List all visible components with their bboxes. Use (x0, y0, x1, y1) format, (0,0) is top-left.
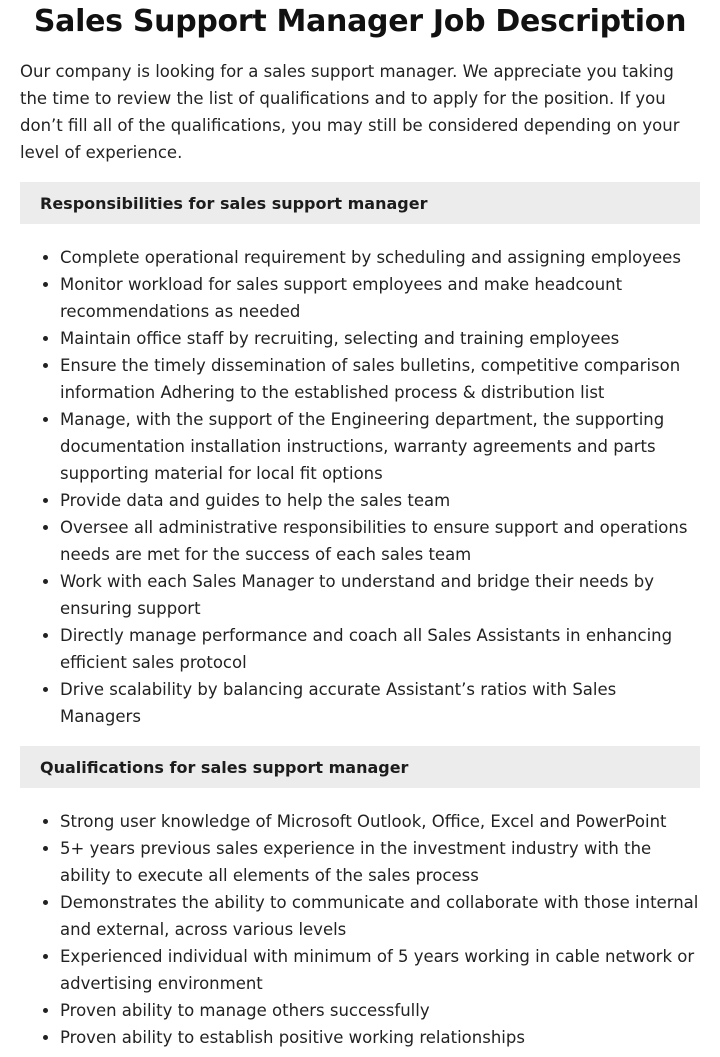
responsibilities-heading: Responsibilities for sales support manager (40, 193, 428, 213)
page-title: Sales Support Manager Job Description (33, 4, 687, 39)
responsibility-item: • Complete operational requirement by scheduling and assigning employees (60, 244, 700, 271)
qualification-item: • Proven ability to establish positive working relationships (60, 1024, 700, 1051)
responsibility-item: • Monitor workload for sales support employees and make headcount recommendations as needed (60, 271, 700, 325)
responsibility-item: • Drive scalability by balancing accurate Assistant’s ratios with Sales Managers (60, 676, 700, 730)
responsibilities-header (20, 182, 700, 224)
qualifications-heading: Qualifications for sales support manager (40, 757, 409, 777)
qualification-item: • 5+ years previous sales experience in the investment industry with the ability to execute all elements of the sales process (60, 835, 700, 889)
qualification-item: • Experienced individual with minimum of 5 years working in cable network or advertising environment (60, 943, 700, 997)
responsibilities-list (20, 244, 700, 730)
qualification-item: • Demonstrates the ability to communicate and collaborate with those internal and external, across various levels (60, 889, 700, 943)
qualification-item: • Proven ability to manage others successfully (60, 997, 700, 1024)
qualifications-list (20, 808, 700, 1051)
responsibility-item: • Work with each Sales Manager to understand and bridge their needs by ensuring support (60, 568, 700, 622)
responsibility-item: • Oversee all administrative responsibilities to ensure support and operations needs are met for the success of each sales team (60, 514, 700, 568)
responsibility-item: • Ensure the timely dissemination of sales bulletins, competitive comparison information Adhering to the established process & distribution list (60, 352, 700, 406)
responsibility-item: • Maintain office staff by recruiting, selecting and training employees (60, 325, 700, 352)
intro-paragraph: Our company is looking for a sales support manager. We appreciate you taking the time to review the list of qualifications and to apply for the position. If you don’t fill all of the qualifications, you may still be considered depending on your level of experience. (20, 62, 680, 162)
qualification-item: • Strong user knowledge of Microsoft Outlook, Office, Excel and PowerPoint (60, 808, 700, 835)
responsibility-item: • Directly manage performance and coach all Sales Assistants in enhancing efficient sales protocol (60, 622, 700, 676)
qualifications-header (20, 746, 700, 788)
responsibility-item: • Provide data and guides to help the sales team (60, 487, 700, 514)
responsibility-item: • Manage, with the support of the Engineering department, the supporting documentation installation instructions, warranty agreements and parts supporting material for local fit options (60, 406, 700, 487)
